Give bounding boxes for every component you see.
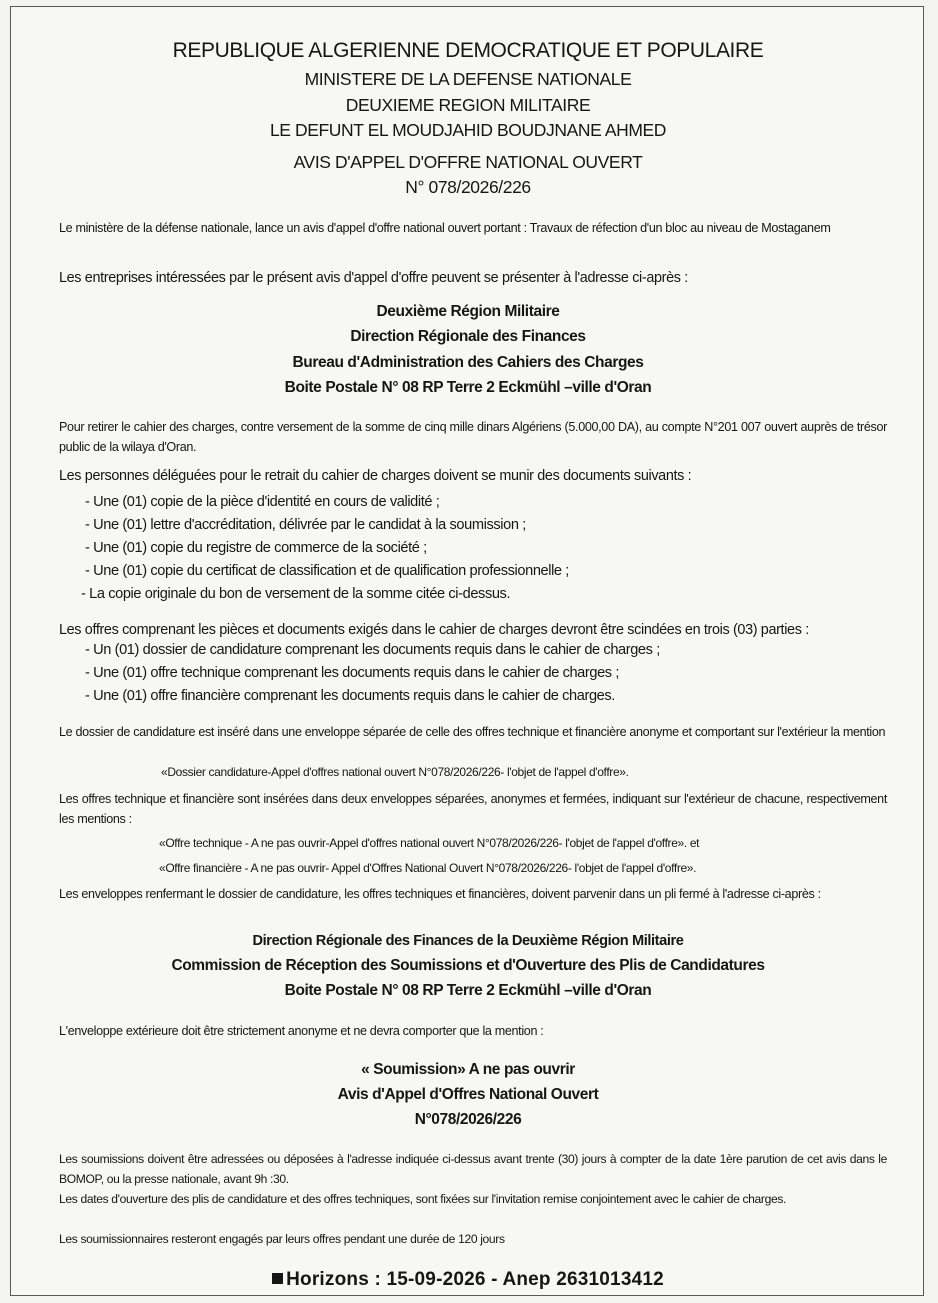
outer-mention-line2: Avis d'Appel d'Offres National Ouvert <box>337 1086 599 1103</box>
document-item: - La copie originale du bon de versement de la somme citée ci-dessus. <box>81 586 511 602</box>
header-region: DEUXIEME REGION MILITAIRE <box>345 95 591 115</box>
offer-part: - Un (01) dossier de candidature comprenant les documents requis dans le cahier de charges ; <box>85 642 660 658</box>
outer-mention-line1: « Soumission» A ne pas ouvrir <box>361 1061 575 1078</box>
intro-paragraph: Le ministère de la défense nationale, lance un avis d'appel d'offre national ouvert portant : Travaux de réfection d'un bloc au niveau de Mostaganem <box>59 221 831 235</box>
footer-text: Horizons : 15-09-2026 - Anep 2631013412 <box>286 1269 664 1290</box>
address1-line1: Deuxième Région Militaire <box>376 303 560 320</box>
dossier-paragraph: Le dossier de candidature est inséré dans une enveloppe séparée de celle des offres technique et financière anonyme et comportant sur l'extérieur la mention <box>59 725 886 739</box>
fin-mention: «Offre financière - A ne pas ouvrir- Appel d'Offres National Ouvert N°078/2026/226- l'objet de l'appel d'offre». <box>159 861 697 875</box>
withdrawal-paragraph: Pour retirer le cahier des charges, contre versement de la somme de cinq mille dinars Algériens (5.000,00 DA), au compte N°201 007 ouvert auprès de trésor public de la wilaya d'Oran. <box>59 420 887 454</box>
closing-paragraph-2: Les dates d'ouverture des plis de candidature et des offres techniques, sont fixées sur l'invitation remise conjointement avec le cahier de charges. <box>59 1192 787 1206</box>
address1-line3: Bureau d'Administration des Cahiers des Charges <box>292 354 644 371</box>
closing-paragraph-3: Les soumissionnaires resteront engagés par leurs offres pendant une durée de 120 jours <box>59 1232 505 1246</box>
address1-line4: Boite Postale N° 08 RP Terre 2 Eckmühl –ville d'Oran <box>284 379 652 396</box>
envelopes-paragraph: Les enveloppes renfermant le dossier de candidature, les offres techniques et financières, doivent parvenir dans un pli fermé à l'adresse ci-après : <box>59 887 821 901</box>
intro-address-text: Les entreprises intéressées par le présent avis d'appel d'offre peuvent se présenter à l'adresse ci-après : <box>59 270 688 286</box>
dossier-mention: «Dossier candidature-Appel d'offres national ouvert N°078/2026/226- l'objet de l'appel d'offre». <box>161 765 629 779</box>
outer-envelope-paragraph: L'enveloppe extérieure doit être strictement anonyme et ne devra comporter que la mention : <box>59 1024 544 1038</box>
document-item: - Une (01) lettre d'accréditation, délivrée par le candidat à la soumission ; <box>85 517 526 533</box>
document-item: - Une (01) copie du registre de commerce de la société ; <box>85 540 427 556</box>
closing-paragraph-1: Les soumissions doivent être adressées ou déposées à l'adresse indiquée ci-dessus avant trente (30) jours à compter de la date 1ère parution de cet avis dans le BOMOP, ou la presse nationale, avant 9h :30. <box>59 1152 887 1186</box>
footer-reference <box>11 1269 925 1291</box>
address2-line2: Commission de Réception des Soumissions et d'Ouverture des Plis de Candidatures <box>171 957 765 974</box>
documents-intro: Les personnes déléguées pour le retrait du cahier de charges doivent se munir des documents suivants : <box>59 468 692 484</box>
outer-mention-line3: N°078/2026/226 <box>414 1111 522 1128</box>
header-unit: LE DEFUNT EL MOUDJAHID BOUDJNANE AHMED <box>269 120 667 140</box>
document-item: - Une (01) copie de la pièce d'identité en cours de validité ; <box>85 494 440 510</box>
offers-intro: Les offres comprenant les pièces et documents exigés dans le cahier de charges devront être scindées en trois (03) parties : <box>59 622 809 638</box>
notice-number: N° 078/2026/226 <box>405 177 531 197</box>
address1-line2: Direction Régionale des Finances <box>350 328 586 345</box>
header-ministry: MINISTERE DE LA DEFENSE NATIONALE <box>304 69 632 89</box>
notice-title: AVIS D'APPEL D'OFFRE NATIONAL OUVERT <box>293 152 643 172</box>
tech-fin-paragraph: Les offres technique et financière sont insérées dans deux enveloppes séparées, anonymes et fermées, indiquant sur l'extérieur de chacune, respectivement les mentions : <box>59 792 887 826</box>
notice-page <box>10 6 924 1296</box>
offer-part: - Une (01) offre technique comprenant les documents requis dans le cahier de charges ; <box>85 665 619 681</box>
square-bullet-icon <box>272 1273 283 1284</box>
document-item: - Une (01) copie du certificat de classification et de qualification professionnelle ; <box>85 563 569 579</box>
address2-line3: Boite Postale N° 08 RP Terre 2 Eckmühl –ville d'Oran <box>284 982 652 999</box>
header-republic: REPUBLIQUE ALGERIENNE DEMOCRATIQUE ET POPULAIRE <box>172 39 764 62</box>
offer-part: - Une (01) offre financière comprenant les documents requis dans le cahier de charges. <box>85 688 615 704</box>
address2-line1: Direction Régionale des Finances de la Deuxième Région Militaire <box>252 933 684 949</box>
tech-mention: «Offre technique - A ne pas ouvrir-Appel d'offres national ouvert N°078/2026/226- l'objet de l'appel d'offre». et <box>159 836 700 850</box>
